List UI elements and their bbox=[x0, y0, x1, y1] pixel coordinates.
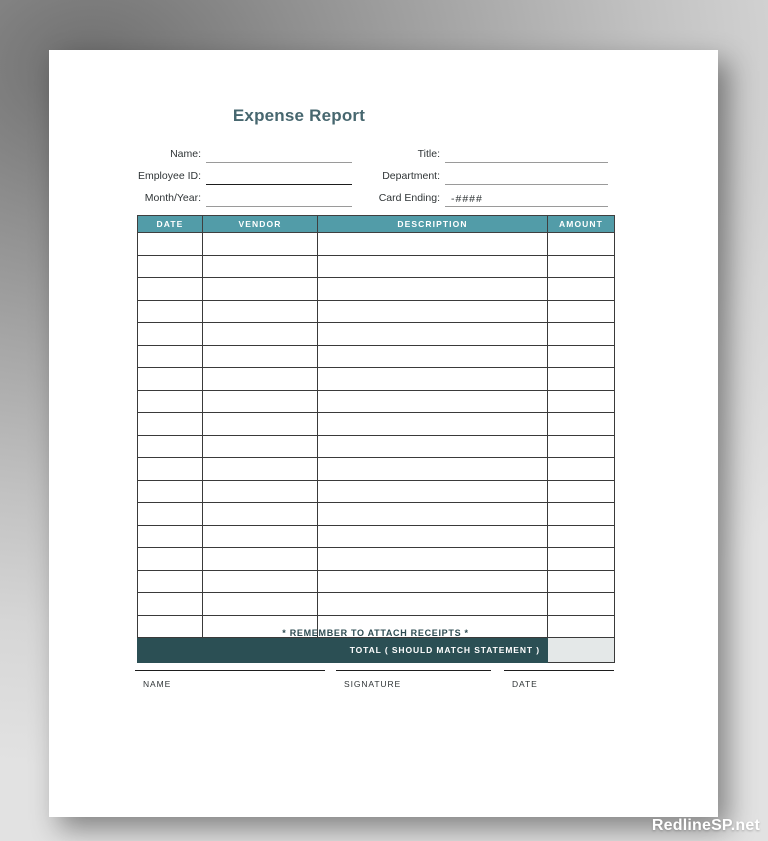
employee-id-input-rule[interactable] bbox=[206, 184, 352, 185]
table-row bbox=[138, 323, 615, 346]
month-year-input-rule[interactable] bbox=[206, 206, 352, 207]
table-row bbox=[138, 255, 615, 278]
cell-description[interactable] bbox=[318, 503, 548, 526]
table-row bbox=[138, 300, 615, 323]
card-ending-label: Card Ending: bbox=[378, 192, 440, 204]
cell-date[interactable] bbox=[138, 570, 203, 593]
table-row bbox=[138, 480, 615, 503]
cell-amount[interactable] bbox=[548, 593, 615, 616]
cell-vendor[interactable] bbox=[203, 368, 318, 391]
cell-date[interactable] bbox=[138, 390, 203, 413]
cell-amount[interactable] bbox=[548, 345, 615, 368]
signature-sign-field[interactable] bbox=[336, 670, 491, 689]
cell-description[interactable] bbox=[318, 255, 548, 278]
cell-date[interactable] bbox=[138, 278, 203, 301]
cell-vendor[interactable] bbox=[203, 278, 318, 301]
table-row bbox=[138, 570, 615, 593]
table-row bbox=[138, 368, 615, 391]
employee-id-field[interactable] bbox=[137, 168, 352, 186]
title-label: Title: bbox=[417, 148, 440, 160]
cell-amount[interactable] bbox=[548, 300, 615, 323]
card-ending-field[interactable] bbox=[378, 190, 608, 208]
column-header-description: DESCRIPTION bbox=[318, 216, 548, 233]
cell-amount[interactable] bbox=[548, 278, 615, 301]
card-ending-hint: -#### bbox=[451, 193, 483, 205]
total-label: TOTAL ( SHOULD MATCH STATEMENT ) bbox=[138, 638, 548, 663]
cell-date[interactable] bbox=[138, 323, 203, 346]
cell-vendor[interactable] bbox=[203, 503, 318, 526]
cell-vendor[interactable] bbox=[203, 480, 318, 503]
cell-amount[interactable] bbox=[548, 233, 615, 256]
cell-amount[interactable] bbox=[548, 323, 615, 346]
cell-date[interactable] bbox=[138, 255, 203, 278]
cell-description[interactable] bbox=[318, 458, 548, 481]
cell-date[interactable] bbox=[138, 458, 203, 481]
watermark: RedlineSP.net bbox=[651, 817, 760, 834]
cell-description[interactable] bbox=[318, 233, 548, 256]
table-row bbox=[138, 503, 615, 526]
cell-date[interactable] bbox=[138, 413, 203, 436]
cell-amount[interactable] bbox=[548, 458, 615, 481]
cell-vendor[interactable] bbox=[203, 300, 318, 323]
name-label: Name: bbox=[170, 148, 201, 160]
total-row bbox=[138, 638, 615, 663]
cell-date[interactable] bbox=[138, 503, 203, 526]
cell-date[interactable] bbox=[138, 300, 203, 323]
cell-description[interactable] bbox=[318, 570, 548, 593]
table-row bbox=[138, 413, 615, 436]
cell-vendor[interactable] bbox=[203, 255, 318, 278]
expense-table-body bbox=[138, 233, 615, 638]
expense-table-container bbox=[137, 215, 614, 663]
title-field[interactable] bbox=[417, 146, 608, 164]
total-amount-cell[interactable] bbox=[548, 638, 615, 663]
cell-description[interactable] bbox=[318, 480, 548, 503]
title-input-rule[interactable] bbox=[445, 162, 608, 163]
table-row bbox=[138, 278, 615, 301]
signature-sign-label: SIGNATURE bbox=[344, 679, 402, 689]
table-row bbox=[138, 593, 615, 616]
signature-name-field[interactable] bbox=[135, 670, 325, 689]
cell-description[interactable] bbox=[318, 413, 548, 436]
column-header-date: DATE bbox=[138, 216, 203, 233]
cell-description[interactable] bbox=[318, 525, 548, 548]
cell-date[interactable] bbox=[138, 233, 203, 256]
column-header-vendor: VENDOR bbox=[203, 216, 318, 233]
cell-vendor[interactable] bbox=[203, 435, 318, 458]
signature-name-label: NAME bbox=[143, 679, 172, 689]
cell-vendor[interactable] bbox=[203, 413, 318, 436]
cell-amount[interactable] bbox=[548, 435, 615, 458]
cell-vendor[interactable] bbox=[203, 525, 318, 548]
cell-description[interactable] bbox=[318, 278, 548, 301]
cell-vendor[interactable] bbox=[203, 570, 318, 593]
attach-receipts-note: * REMEMBER TO ATTACH RECEIPTS * bbox=[282, 628, 469, 638]
column-header-amount: AMOUNT bbox=[548, 216, 615, 233]
cell-description[interactable] bbox=[318, 300, 548, 323]
cell-vendor[interactable] bbox=[203, 233, 318, 256]
cell-description[interactable] bbox=[318, 548, 548, 571]
table-row bbox=[138, 458, 615, 481]
page-title: Expense Report bbox=[232, 106, 366, 125]
month-year-label: Month/Year: bbox=[144, 192, 201, 204]
cell-vendor[interactable] bbox=[203, 458, 318, 481]
name-field[interactable] bbox=[170, 146, 352, 164]
table-row bbox=[138, 548, 615, 571]
department-label: Department: bbox=[382, 170, 440, 182]
cell-vendor[interactable] bbox=[203, 593, 318, 616]
cell-amount[interactable] bbox=[548, 390, 615, 413]
employee-id-label: Employee ID: bbox=[137, 170, 201, 182]
cell-date[interactable] bbox=[138, 368, 203, 391]
month-year-field[interactable] bbox=[144, 190, 352, 208]
cell-date[interactable] bbox=[138, 593, 203, 616]
cell-description[interactable] bbox=[318, 390, 548, 413]
card-ending-input-rule[interactable] bbox=[445, 206, 608, 207]
signature-block bbox=[49, 670, 718, 720]
expense-table bbox=[137, 215, 615, 663]
cell-date[interactable] bbox=[138, 480, 203, 503]
cell-vendor[interactable] bbox=[203, 323, 318, 346]
document-page bbox=[49, 50, 718, 817]
cell-description[interactable] bbox=[318, 323, 548, 346]
cell-amount[interactable] bbox=[548, 368, 615, 391]
expense-table-footer bbox=[138, 638, 615, 663]
signature-sign-rule[interactable] bbox=[336, 670, 491, 671]
cell-date[interactable] bbox=[138, 548, 203, 571]
cell-date[interactable] bbox=[138, 345, 203, 368]
department-field[interactable] bbox=[382, 168, 608, 186]
cell-amount[interactable] bbox=[548, 525, 615, 548]
cell-amount[interactable] bbox=[548, 413, 615, 436]
table-row bbox=[138, 525, 615, 548]
expense-table-header bbox=[138, 216, 615, 233]
table-row bbox=[138, 435, 615, 458]
header-form bbox=[49, 146, 718, 208]
cell-vendor[interactable] bbox=[203, 390, 318, 413]
cell-amount[interactable] bbox=[548, 503, 615, 526]
cell-vendor[interactable] bbox=[203, 345, 318, 368]
signature-date-field[interactable] bbox=[504, 670, 614, 689]
table-row bbox=[138, 345, 615, 368]
cell-date[interactable] bbox=[138, 435, 203, 458]
cell-amount[interactable] bbox=[548, 570, 615, 593]
header-row bbox=[138, 216, 615, 233]
table-row bbox=[138, 233, 615, 256]
cell-amount[interactable] bbox=[548, 548, 615, 571]
name-input-rule[interactable] bbox=[206, 162, 352, 163]
cell-date[interactable] bbox=[138, 525, 203, 548]
cell-description[interactable] bbox=[318, 345, 548, 368]
signature-date-label: DATE bbox=[512, 679, 538, 689]
cell-description[interactable] bbox=[318, 368, 548, 391]
signature-name-rule[interactable] bbox=[135, 670, 325, 671]
table-row bbox=[138, 390, 615, 413]
cell-description[interactable] bbox=[318, 593, 548, 616]
document-content bbox=[49, 50, 718, 817]
cell-amount[interactable] bbox=[548, 480, 615, 503]
cell-description[interactable] bbox=[318, 435, 548, 458]
cell-vendor[interactable] bbox=[203, 548, 318, 571]
cell-amount[interactable] bbox=[548, 255, 615, 278]
signature-date-rule[interactable] bbox=[504, 670, 614, 671]
department-input-rule[interactable] bbox=[445, 184, 608, 185]
